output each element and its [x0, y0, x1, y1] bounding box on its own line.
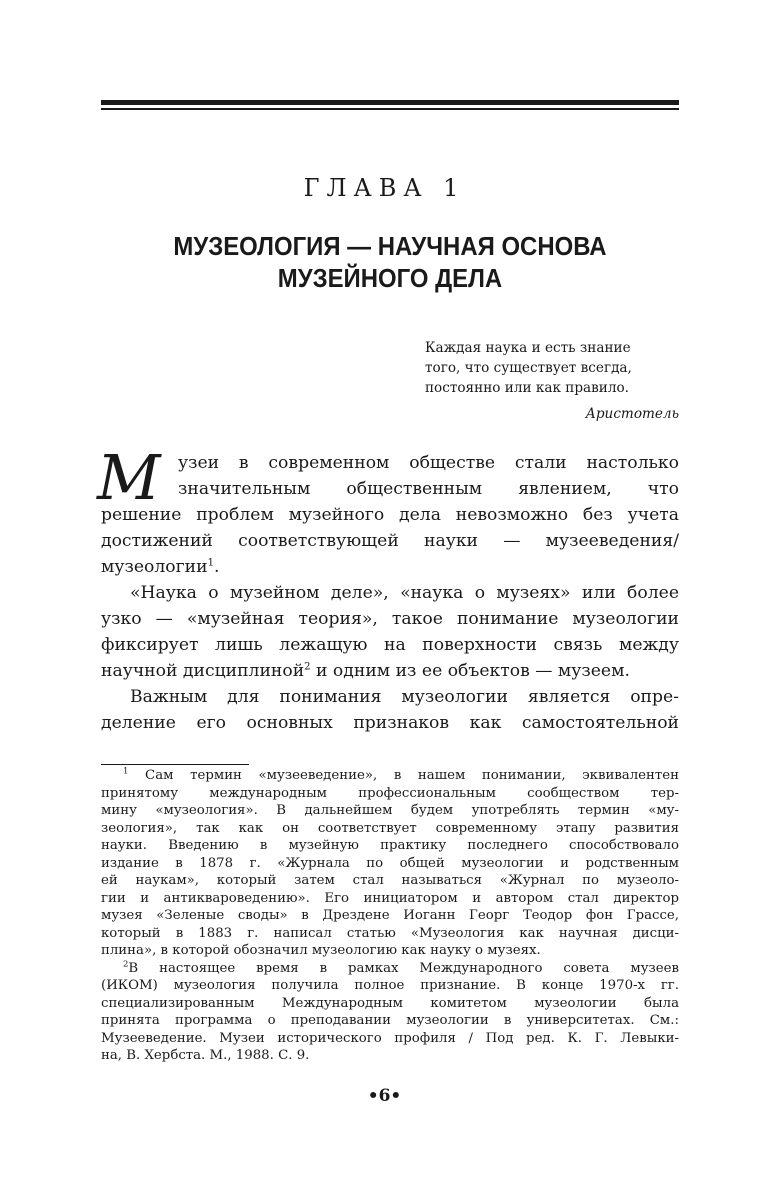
footnote-line: который в 1883 г. написал статью «Музеология как научная дисци-	[101, 925, 679, 941]
footnote-line: принята программа о преподавании музеологии в университетах. См.:	[101, 1013, 679, 1028]
text-line: Важным для понимания музеологии является опре-	[130, 687, 679, 707]
footnote-line: ей наукам», который затем стал называться «Журнал по музеоло-	[101, 873, 679, 888]
epigraph-line: Каждая наука и есть знание	[425, 340, 631, 356]
chapter-title-line: МУЗЕОЛОГИЯ — НАУЧНАЯ ОСНОВА	[173, 231, 607, 261]
footnote-marker: 2	[123, 959, 129, 970]
footnote-line: плина», в которой обозначил музеологию как науку о музеях.	[101, 943, 541, 958]
epigraph-author: Аристотель	[585, 406, 679, 422]
footnote-line: специализированным Международным комитетом музеологии была	[101, 995, 679, 1011]
text-fragment: Сам термин «музееведение», в нашем понимании, эквивалентен	[128, 768, 679, 783]
text-line: решение проблем музейного дела невозможно без учета	[101, 505, 679, 525]
text-line: фиксирует лишь лежащую на поверхности связь между	[101, 635, 679, 655]
footnote-line: издание в 1878 г. «Журнала по общей музеологии и родственным	[101, 855, 679, 871]
text-fragment: и одним из ее объектов — музеем.	[310, 661, 630, 681]
footnote-line: музея «Зеленые своды» в Дрездене Иоганн Георг Теодор фон Грассе,	[101, 908, 679, 923]
body-text	[97, 441, 679, 736]
epigraph	[425, 338, 679, 398]
footnotes	[101, 767, 679, 1065]
chapter-label: ГЛАВА 1	[303, 174, 466, 202]
footnote-rule	[101, 764, 249, 765]
text-line	[101, 658, 679, 684]
text-fragment: .	[213, 557, 220, 577]
page-number: •6•	[367, 1086, 402, 1106]
header-rule-thick	[101, 100, 679, 105]
footnote-ref: 2	[304, 661, 311, 673]
header-rule-thin	[101, 108, 679, 110]
footnote-line: зеология», так как он соответствует современному этапу развития	[101, 820, 679, 836]
text-line	[101, 554, 679, 580]
text-line: значительным общественным явлением, что	[178, 479, 679, 499]
epigraph-line: того, что существует всегда,	[425, 360, 632, 376]
epigraph-line: постоянно или как правило.	[425, 380, 629, 396]
footnote-line	[101, 767, 679, 785]
chapter-title-line: МУЗЕЙНОГО ДЕЛА	[277, 263, 503, 293]
text-fragment: музеологии	[101, 557, 208, 577]
footnote-line: мину «музеология». В дальнейшем будем употреблять термин «му-	[101, 803, 679, 818]
text-fragment: научной дисциплиной	[101, 661, 305, 681]
text-line: узеи в современном обществе стали настолько	[178, 453, 679, 473]
footnote-line: на, В. Хербста. М., 1988. С. 9.	[101, 1048, 310, 1063]
footnote-marker: 1	[123, 766, 129, 777]
text-line: достижений соответствующей науки — музееведения/	[101, 531, 679, 551]
chapter-title	[124, 230, 656, 294]
text-line: деление его основных признаков как самостоятельной	[101, 713, 679, 733]
footnote-line	[101, 960, 679, 978]
footnote-line: (ИКОМ) музеология получила полное признание. В конце 1970-х гг.	[101, 978, 679, 993]
text-line: узко — «музейная теория», такое понимание музеологии	[101, 609, 679, 629]
footnote-line: Музееведение. Музеи исторического профиля / Под ред. К. Г. Левыки-	[101, 1030, 679, 1046]
text-fragment: В настоящее время в рамках Международного совета музеев	[128, 960, 679, 976]
footnote-line: науки. Введению в музейную практику последнего способствовало	[101, 838, 679, 853]
footnote-line: принятому международным профессиональным сообществом тер-	[101, 785, 679, 801]
text-line: «Наука о музейном деле», «наука о музеях» или более	[130, 583, 679, 603]
footnote-line: гии и антиквароведению». Его инициатором и автором стал директор	[101, 890, 679, 906]
drop-cap: М	[97, 441, 161, 514]
footnote-ref: 1	[207, 557, 214, 569]
